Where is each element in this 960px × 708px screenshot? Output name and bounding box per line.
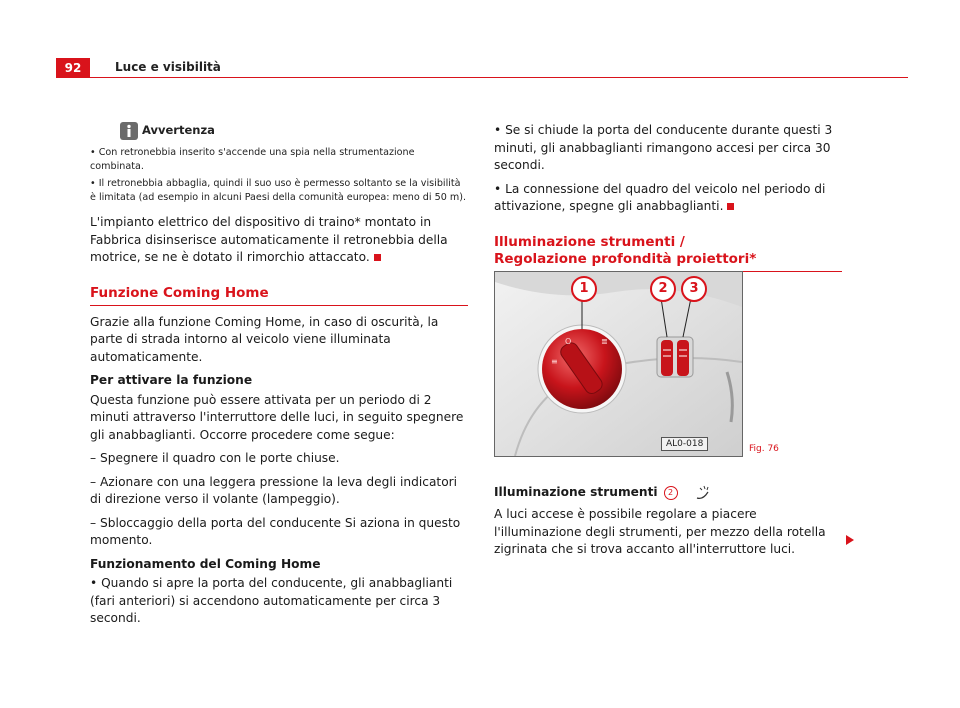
figure-code: AL0-018 (661, 437, 708, 451)
continue-arrow-icon (846, 535, 854, 545)
trailer-text: L'impianto elettrico del dispositivo di traino* montato in Fabbrica disinserisce automaticamente il retronebbia della motrice, se ne è dotato il rimorchio attaccato. (90, 215, 448, 264)
warning-heading: Avvertenza (142, 123, 215, 138)
callout-2: 2 (650, 276, 676, 302)
left-column (90, 122, 468, 634)
step-item: – Spegnere il quadro con le porte chiuse. (90, 451, 340, 465)
right-column (494, 122, 846, 272)
callout-3: 3 (681, 276, 707, 302)
page-number: 92 (56, 58, 90, 78)
svg-text:O: O (565, 337, 572, 346)
instr-paragraph: A luci accese è possibile regolare a piacere l'illuminazione degli strumenti, per mezzo della rotella zigrinata che si trova accanto all'interruttore luci. (494, 507, 826, 556)
intro-paragraph: Grazie alla funzione Coming Home, in caso di oscurità, la parte di strada intorno al veicolo viene illuminata automaticamente. (90, 314, 439, 364)
bullet-item (494, 181, 846, 216)
svg-text:≡: ≡ (551, 357, 558, 366)
operation-paragraph: • Quando si apre la porta del conducente, gli anabbaglianti (fari anteriori) si accendono automaticamente per circa 3 secondi. (90, 576, 453, 625)
bullet-text: • La connessione del quadro del veicolo nel periodo di attivazione, spegne gli anabbaglianti. (494, 181, 826, 213)
step-item: – Azionare con una leggera pressione la leva degli indicatori di direzione verso il volante (lampeggio). (90, 474, 458, 506)
activate-heading: Per attivare la funzione (90, 373, 253, 387)
svg-text:≣: ≣ (601, 337, 608, 346)
figure-light-switch (494, 271, 743, 457)
callout-ref-badge: 2 (664, 486, 678, 500)
figure-illustration (495, 272, 742, 456)
warning-item: • Con retronebbia inserito s'accende una spia nella strumentazione combinata. (90, 147, 415, 172)
end-of-section-square-icon (727, 203, 734, 210)
warning-items (90, 146, 468, 204)
activate-paragraph: Questa funzione può essere attivata per un periodo di 2 minuti attraverso l'interruttore delle luci, in seguito spegnere gli anabbaglianti. Occorre procedere come segue: (90, 392, 464, 442)
trailer-paragraph (90, 214, 468, 267)
figure-caption: Fig. 76 (749, 444, 779, 454)
bullet-item: • Se si chiude la porta del conducente durante questi 3 minuti, gli anabbaglianti rimangono accesi per circa 30 secondi. (494, 123, 833, 172)
instr-heading: Illuminazione strumenti (494, 485, 658, 500)
header-rule (56, 77, 908, 78)
warning-item: • Il retronebbia abbaglia, quindi il suo uso è permesso soltanto se la visibilità è limitata (ad esempio in alcuni Paesi della comunità europea: meno di 50 m). (90, 178, 466, 203)
section-rule (90, 305, 468, 306)
callout-1: 1 (571, 276, 597, 302)
chapter-title: Luce e visibilità (115, 60, 221, 74)
section-title-line1: Illuminazione strumenti / (494, 233, 685, 250)
warning-box (120, 122, 468, 140)
end-of-section-square-icon (374, 254, 381, 261)
dimmer-symbol-icon (694, 484, 712, 502)
section-title-coming-home: Funzione Coming Home (90, 284, 269, 301)
instr-heading-row (494, 484, 846, 502)
info-note-icon (120, 122, 138, 140)
step-item: – Sbloccaggio della porta del conducente Si aziona in questo momento. (90, 515, 461, 547)
right-column-lower (494, 484, 846, 565)
operation-heading: Funzionamento del Coming Home (90, 556, 321, 571)
section-title-line2: Regolazione profondità proiettori* (494, 250, 757, 267)
